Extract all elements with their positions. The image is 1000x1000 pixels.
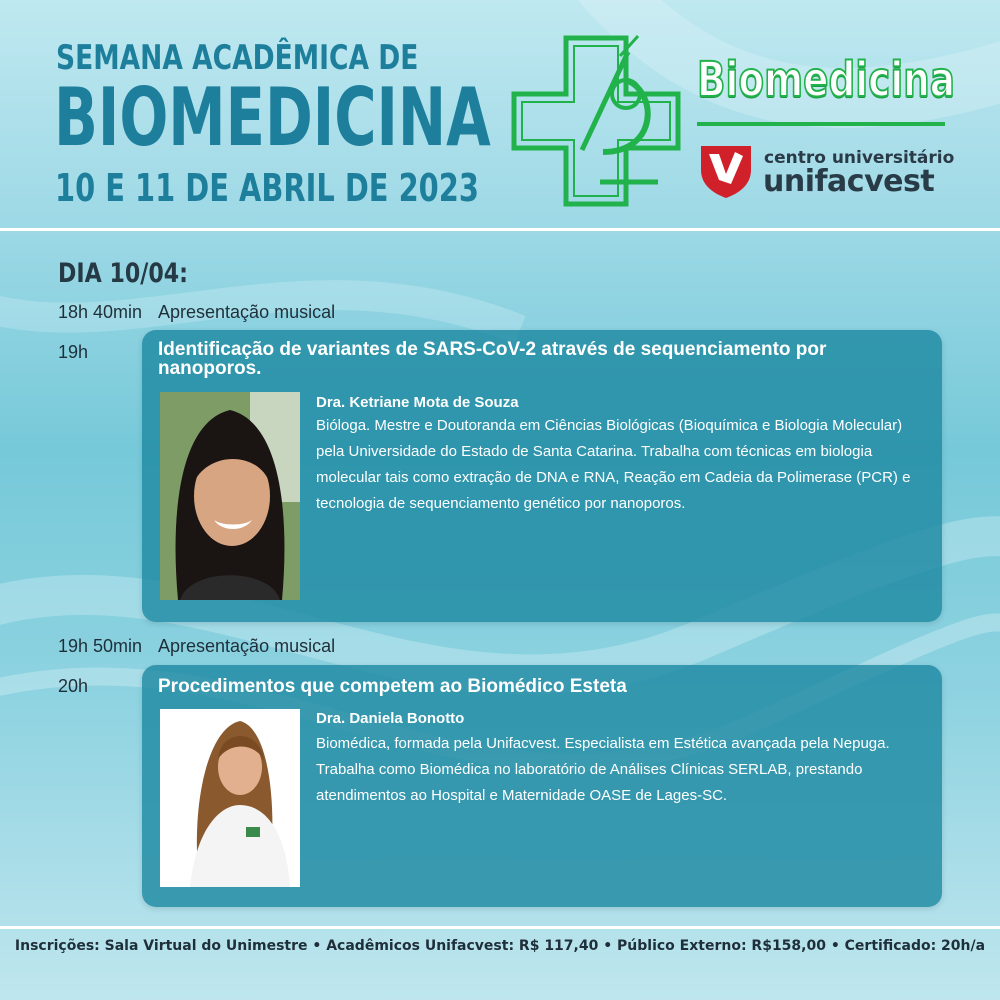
speaker-portrait-icon — [160, 392, 300, 600]
biomedicine-cross-logo-icon — [508, 32, 684, 210]
header-divider — [0, 228, 1000, 231]
speaker-name: Dra. Ketriane Mota de Souza — [316, 394, 519, 411]
footer-divider — [0, 926, 1000, 929]
talk-title: Procedimentos que competem ao Biomédico Esteta — [158, 676, 627, 697]
header — [0, 0, 1000, 228]
speaker-photo — [160, 709, 300, 887]
talk-title: Identificação de variantes de SARS-CoV-2 através de sequenciamento por nanoporos. — [158, 339, 827, 379]
event-subtitle: SEMANA ACADÊMICA DE — [56, 38, 419, 78]
brand-underline — [697, 122, 945, 126]
schedule-time: 20h — [58, 676, 89, 696]
brand-name: Biomedicina — [697, 52, 956, 108]
speaker-bio: Biomédica, formada pela Unifacvest. Especialista em Estética avançada pela Nepuga. Trabalha como Biomédica no laboratório de Análises Clínicas SERLAB, prestando atendimentos ao Hospital e Maternidade OASE de Lages-SC. — [316, 735, 890, 804]
institution-label-small: centro universitário — [764, 148, 955, 168]
registration-info: Inscrições: Sala Virtual do Unimestre • Acadêmicos Unifacvest: R$ 117,40 • Público Externo: R$158,00 • Certificado: 20h/a — [14, 938, 986, 954]
speaker-photo — [160, 392, 300, 600]
day-label: DIA 10/04: — [58, 258, 189, 289]
schedule-time: 18h 40min — [58, 302, 143, 322]
institution-label-big: unifacvest — [763, 164, 935, 199]
speaker-portrait-icon — [160, 709, 300, 887]
event-dates: 10 E 11 DE ABRIL DE 2023 — [55, 166, 479, 210]
schedule-time: 19h 50min — [58, 636, 143, 656]
speaker-name: Dra. Daniela Bonotto — [316, 710, 465, 727]
speaker-bio: Bióloga. Mestre e Doutoranda em Ciências Biológicas (Bioquímica e Biologia Molecular) pela Universidade do Estado de Santa Catarina. Trabalha com técnicas em biologia molecular tais como extração de DNA e RNA, Reação em Cadeia da Polimerase (PCR) e tecnologia de sequenciamento genético por nanoporos. — [316, 417, 911, 512]
talk-card — [142, 330, 942, 622]
schedule-activity: Apresentação musical — [158, 302, 336, 322]
talk-card — [142, 665, 942, 907]
schedule-activity: Apresentação musical — [158, 636, 336, 656]
unifacvest-shield-icon — [697, 140, 755, 200]
schedule-time: 19h — [58, 342, 89, 362]
event-title: BIOMEDICINA — [54, 71, 491, 164]
